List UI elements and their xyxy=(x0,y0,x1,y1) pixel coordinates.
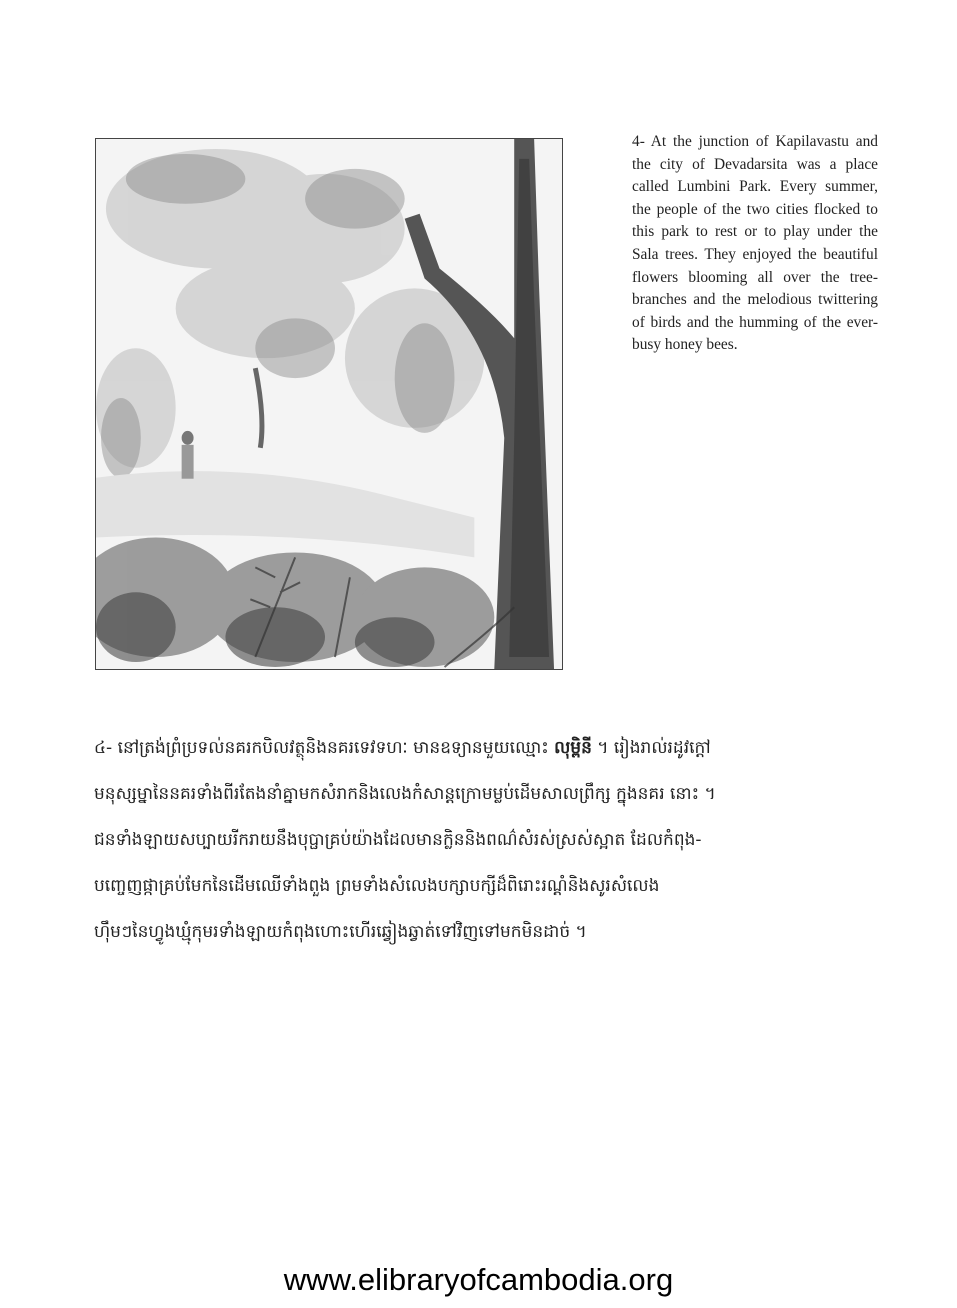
khmer-line-1 xyxy=(94,725,884,771)
khmer-line-2: មនុស្សម្នានៃនគរទាំងពីរតែងនាំគ្នាមកសំរាកនិងលេងកំសាន្តក្រោមម្លប់ដើមសាលព្រឹក្ស ក្នុងនគរ នោះ ។ xyxy=(94,784,716,804)
khmer-line-4: បញ្ចេញផ្កាគ្រប់មែកនៃដើមឈើទាំងពួង ព្រមទាំងសំលេងបក្សាបក្សីដ៏ពិរោះរណ្តំនិងសូរសំលេង xyxy=(94,876,660,896)
khmer-line-1-start: ៤- នៅត្រង់ព្រំប្រទល់នគរកបិលវត្ថុនិងនគរទេវទហៈ មានឧទ្យានមួយឈ្មោះ xyxy=(94,738,549,758)
footer-url[interactable]: www.elibraryofcambodia.org xyxy=(283,1262,674,1297)
khmer-line-1-end: ។ រៀងរាល់រដូវក្តៅ xyxy=(597,738,711,758)
khmer-line-5: ហ៊ឹមៗនៃហ្វូងឃ្មុំកុមរទាំងឡាយកំពុងហោះហើរឆ្វៀងឆ្វាត់ទៅវិញទៅមកមិនដាច់ ។ xyxy=(94,922,587,942)
lumbini-keyword: លុម្ពិនី xyxy=(554,738,592,758)
khmer-paragraph xyxy=(94,725,884,955)
park-illustration xyxy=(95,138,563,670)
khmer-line-3: ជនទាំងឡាយសប្បាយរីករាយនឹងបុប្ផាគ្រប់យ៉ាងដែលមានក្លិននិងពណ៌សំរស់ស្រស់ស្អាត ដែលកំពុង- xyxy=(94,830,702,850)
lumbini-park-drawing xyxy=(96,139,562,669)
english-caption: 4- At the junction of Kapilavastu and the city of Devadarsita was a place called Lumbini Park. Every summer, the people of the two cities flocked to this park to rest or to play under the Sala trees. They enjoyed the beautiful flowers blooming all over the tree-branches and the melodious twittering of birds and the humming of the ever-busy honey bees. xyxy=(632,133,878,354)
